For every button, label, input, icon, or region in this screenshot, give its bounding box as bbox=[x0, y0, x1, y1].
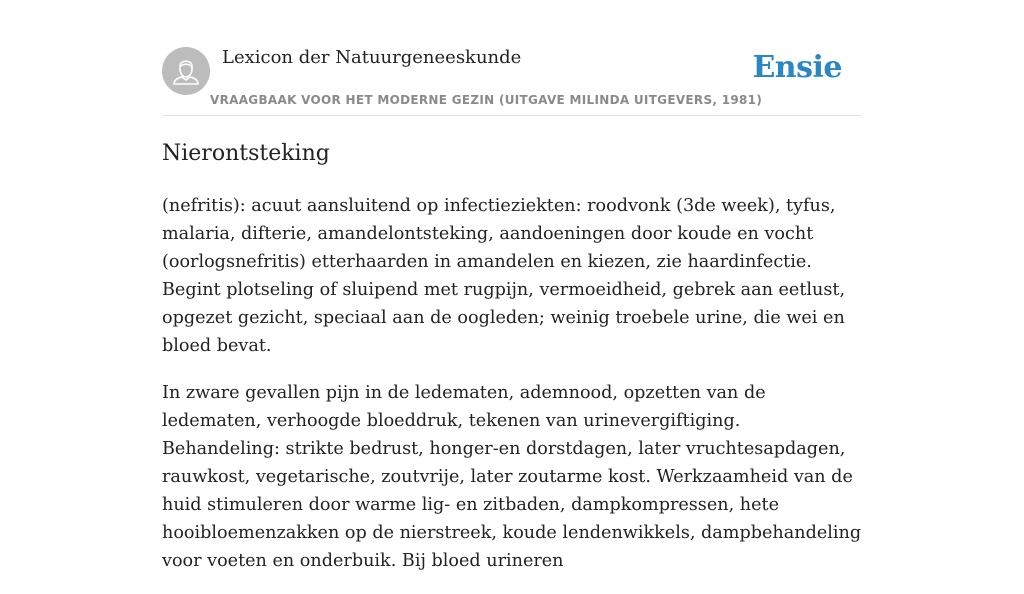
entry-body bbox=[162, 192, 862, 594]
source-header bbox=[162, 0, 862, 116]
entry-paragraph: (nefritis): acuut aansluitend op infectieziekten: roodvonk (3de week), tyfus, malaria, difterie, amandelontsteking, aandoeningen door koude en vocht (oorlogsnefritis) etterhaarden in amandelen en kiezen, zie haardinfectie. Begint plotseling of sluipend met rugpijn, vermoeidheid, gebrek aan eetlust, opgezet gezicht, speciaal aan de oogleden; weinig troebele urine, die wei en bloed bevat. bbox=[162, 196, 846, 356]
source-title[interactable]: Lexicon der Natuurgeneeskunde bbox=[222, 47, 522, 68]
entry-paragraph: In zware gevallen pijn in de ledematen, ademnood, opzetten van de ledematen, verhoogde bloeddruk, tekenen van urinevergiftiging. Behandeling: strikte bedrust, honger-en dorstdagen, later vruchtesapdagen, rauwkost, vegetarische, zoutvrije, later zoutarme kost. Werkzaamheid van de huid stimuleren door warme lig- en zitbaden, dampkompressen, hete hooibloemenzakken op de nierstreek, koude lendenwikkels, dampbehandeling voor voeten en onderbuik. Bij bloed urineren bbox=[162, 383, 862, 571]
avatar[interactable] bbox=[162, 47, 210, 95]
brand-logo[interactable]: Ensie bbox=[752, 50, 842, 85]
user-silhouette-icon bbox=[162, 47, 210, 95]
entry-title: Nierontsteking bbox=[162, 141, 330, 166]
source-subtitle: VRAAGBAAK VOOR HET MODERNE GEZIN (UITGAVE MILINDA UITGEVERS, 1981) bbox=[210, 93, 763, 107]
page-container bbox=[162, 0, 862, 571]
